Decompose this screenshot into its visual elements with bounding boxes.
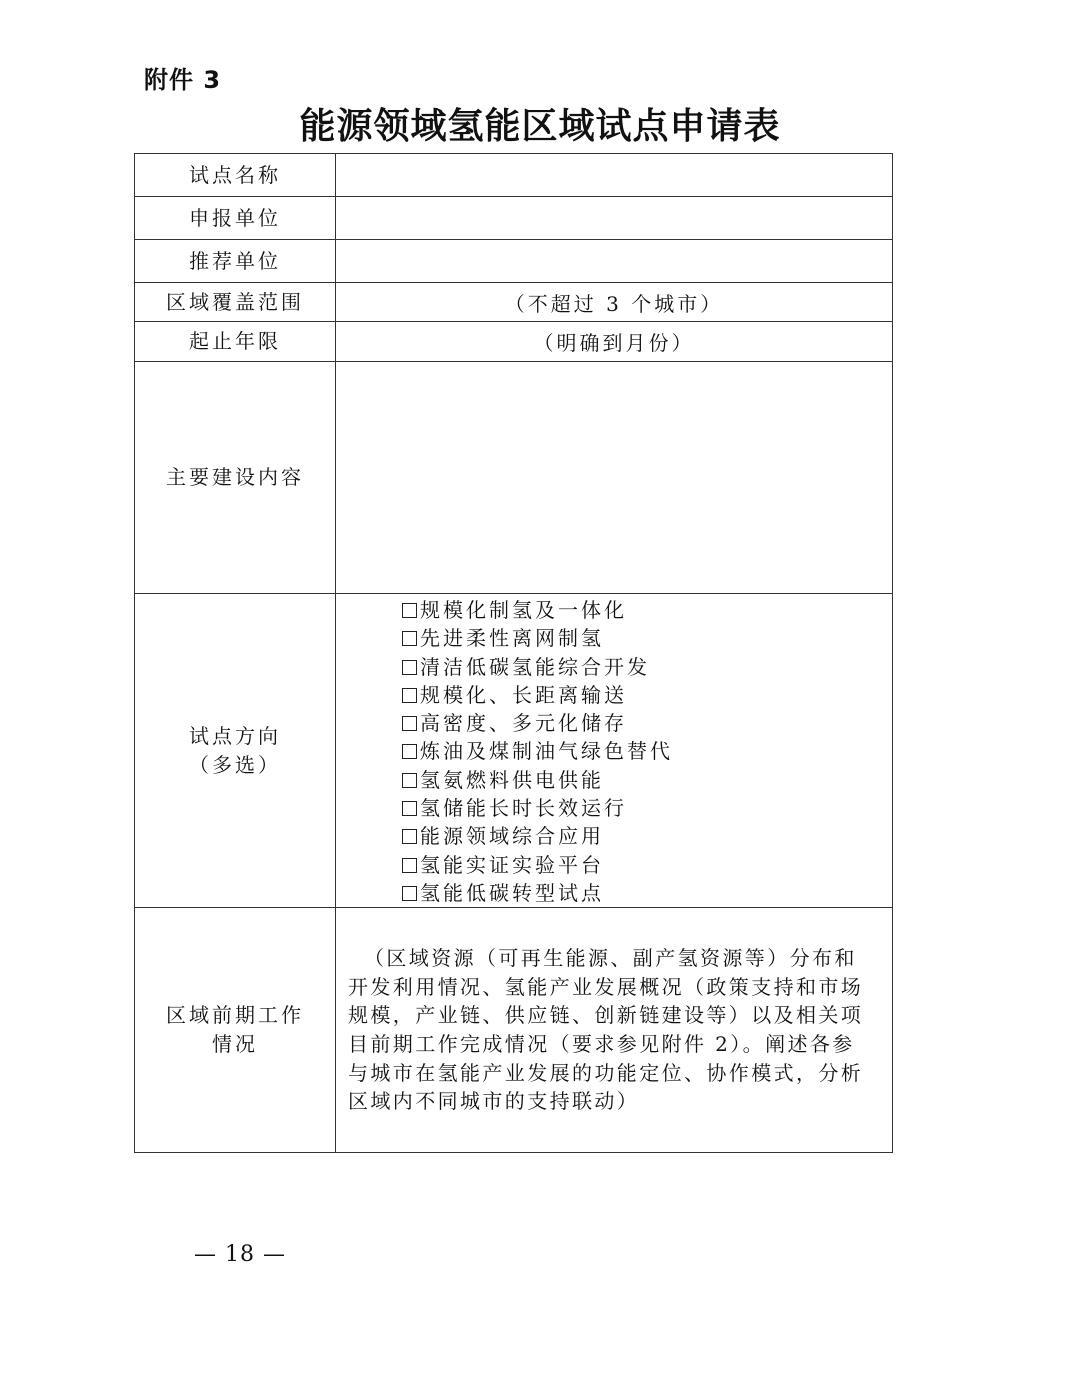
checkbox[interactable] — [402, 660, 417, 675]
row-preliminary — [135, 908, 893, 1153]
direction-label — [135, 594, 336, 908]
row-construction — [135, 362, 893, 594]
direction-option[interactable] — [402, 794, 892, 822]
option-label: 高密度、多元化储存 — [420, 711, 627, 736]
direction-option[interactable] — [402, 709, 892, 737]
document-title: 能源领域氢能区域试点申请表 — [299, 106, 781, 147]
checkbox[interactable] — [402, 744, 417, 759]
option-label: 氢能实证实验平台 — [420, 852, 604, 877]
checkbox[interactable] — [402, 688, 417, 703]
preliminary-description: （区域资源（可再生能源、副产氢资源等）分布和开发利用情况、氢能产业发展概况（政策支持和市场规模，产业链、供应链、创新链建设等）以及相关项目前期工作完成情况（要求参见附件 2）。阐述各参与城市在氢能产业发展的功能定位、协作模式，分析区域内不同城市的支持联动） — [348, 946, 864, 1114]
option-label: 氢氨燃料供电供能 — [420, 767, 604, 792]
recommender-label: 推荐单位 — [135, 240, 336, 283]
row-coverage — [135, 283, 893, 322]
direction-option[interactable] — [402, 879, 892, 907]
checkbox[interactable] — [402, 801, 417, 816]
preliminary-field[interactable] — [336, 908, 893, 1153]
recommender-field[interactable] — [336, 240, 893, 283]
direction-option[interactable] — [402, 653, 892, 681]
applicant-label: 申报单位 — [135, 197, 336, 240]
option-label: 氢能低碳转型试点 — [420, 880, 604, 905]
checkbox[interactable] — [402, 773, 417, 788]
checkbox[interactable] — [402, 858, 417, 873]
construction-field[interactable] — [336, 362, 893, 594]
direction-option[interactable] — [402, 596, 892, 624]
direction-option[interactable] — [402, 737, 892, 765]
direction-option[interactable] — [402, 851, 892, 879]
period-field[interactable]: （明确到月份） — [336, 322, 893, 362]
direction-option[interactable] — [402, 766, 892, 794]
direction-options — [336, 594, 893, 908]
checkbox[interactable] — [402, 829, 417, 844]
option-label: 能源领域综合应用 — [420, 824, 604, 849]
direction-option[interactable] — [402, 624, 892, 652]
application-form-table — [134, 153, 893, 1153]
coverage-label: 区域覆盖范围 — [135, 283, 336, 322]
checkbox[interactable] — [402, 603, 417, 618]
option-label: 炼油及煤制油气绿色替代 — [420, 739, 673, 764]
checkbox[interactable] — [402, 716, 417, 731]
option-label: 规模化制氢及一体化 — [420, 598, 627, 622]
option-label: 先进柔性离网制氢 — [420, 626, 604, 651]
preliminary-label-line1: 区域前期工作 — [166, 1003, 304, 1028]
direction-option[interactable] — [402, 822, 892, 850]
row-pilot-name — [135, 154, 893, 197]
row-direction — [135, 594, 893, 908]
row-applicant — [135, 197, 893, 240]
coverage-field[interactable]: （不超过 3 个城市） — [336, 283, 893, 322]
option-label: 清洁低碳氢能综合开发 — [420, 654, 650, 679]
checkbox[interactable] — [402, 886, 417, 901]
row-recommender — [135, 240, 893, 283]
attachment-label: 附件 3 — [144, 66, 222, 94]
direction-label-line2: （多选） — [189, 752, 281, 777]
checkbox[interactable] — [402, 631, 417, 646]
pilot-name-label: 试点名称 — [135, 154, 336, 197]
period-label: 起止年限 — [135, 322, 336, 362]
preliminary-label — [135, 908, 336, 1153]
option-label: 规模化、长距离输送 — [420, 682, 627, 707]
page-number: — 18 — — [194, 1242, 286, 1267]
option-label: 氢储能长时长效运行 — [420, 796, 627, 821]
row-period — [135, 322, 893, 362]
construction-label: 主要建设内容 — [135, 362, 336, 594]
applicant-field[interactable] — [336, 197, 893, 240]
direction-option[interactable] — [402, 681, 892, 709]
pilot-name-field[interactable] — [336, 154, 893, 197]
preliminary-label-line2: 情况 — [212, 1032, 258, 1057]
direction-label-line1: 试点方向 — [189, 723, 281, 748]
